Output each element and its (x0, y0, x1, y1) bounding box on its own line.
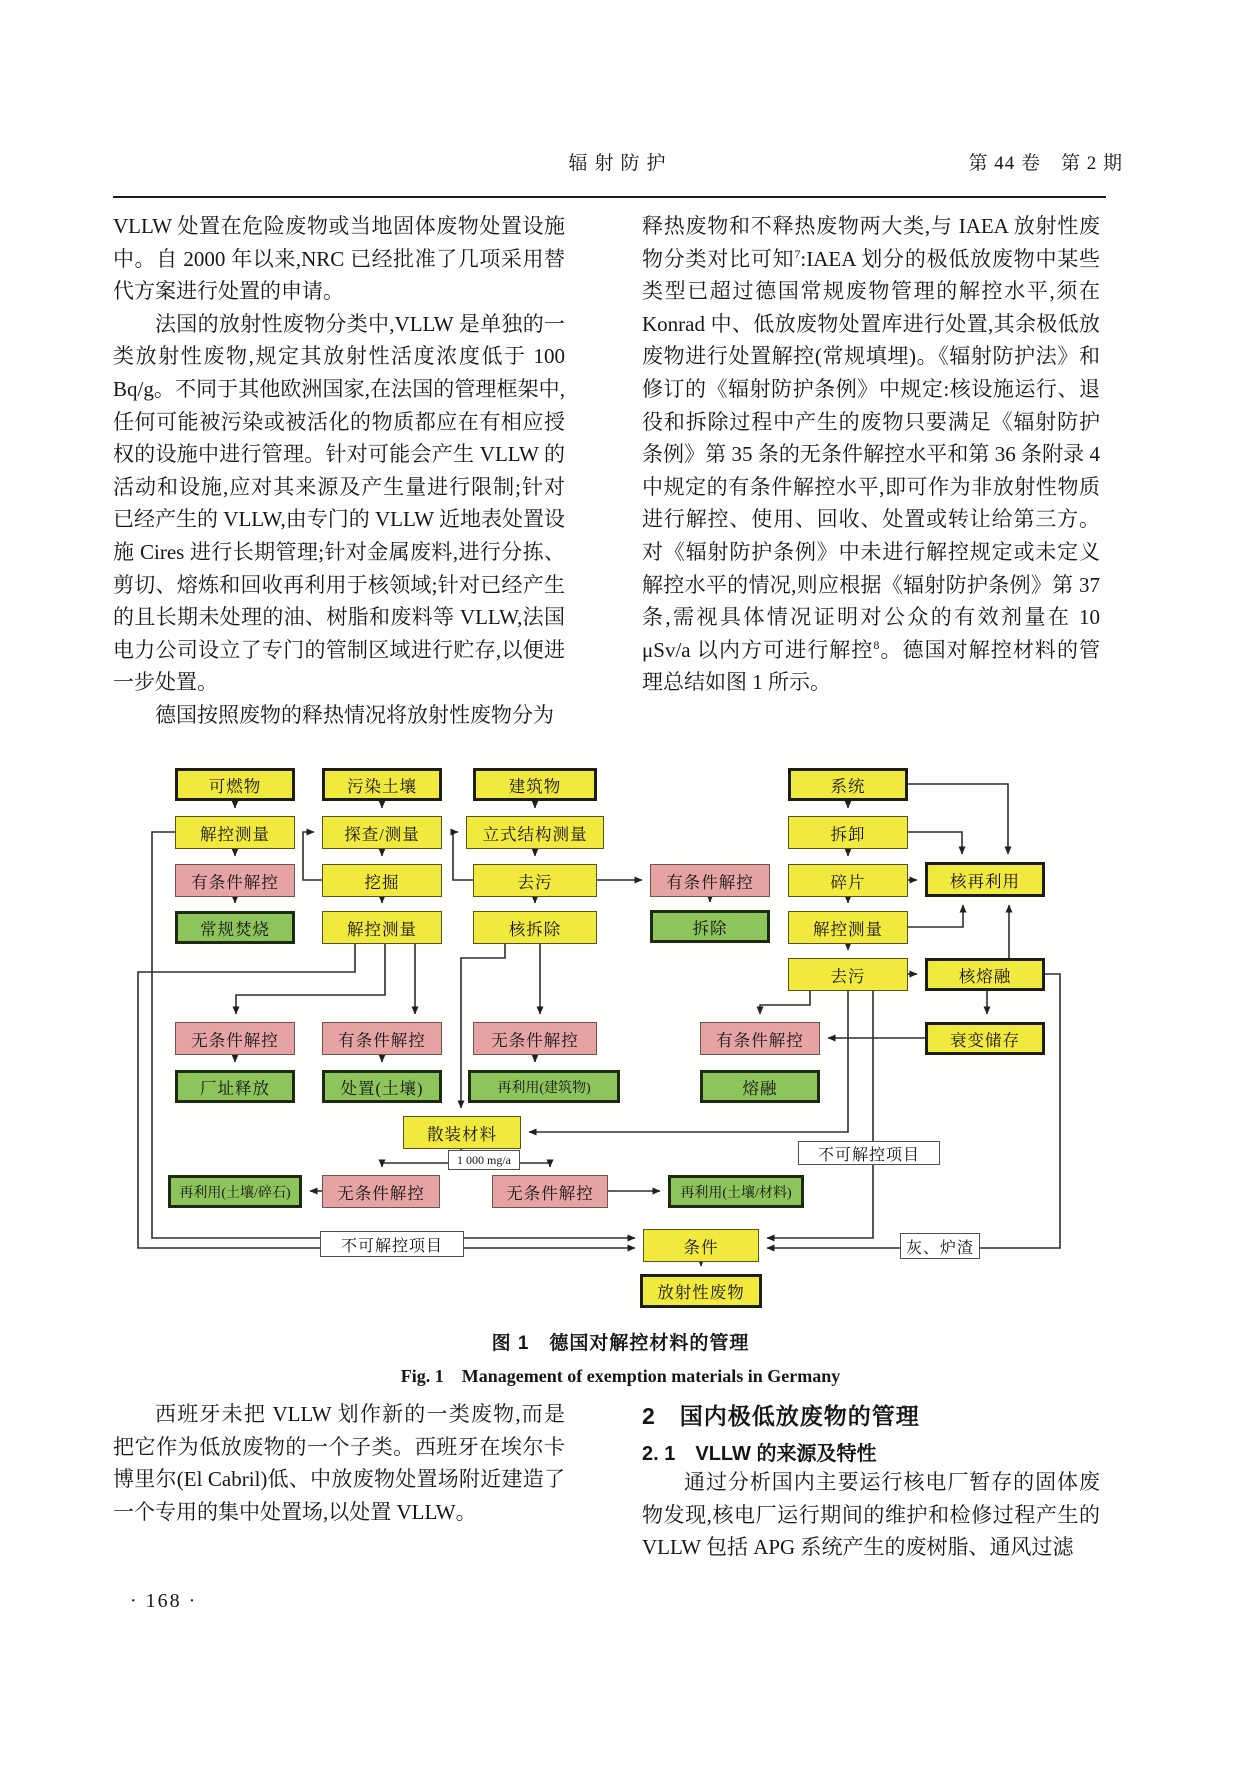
flow-node-E2: 拆卸 (788, 816, 908, 849)
flow-node-T2: 再利用(土壤/材料) (668, 1175, 804, 1208)
subsection-heading: 2. 1 VLLW 的来源及特性 (642, 1443, 877, 1465)
flow-node-C2: 立式结构测量 (466, 816, 604, 849)
flow-node-P2: 有条件解控 (322, 1022, 442, 1055)
flow-node-C3: 去污 (473, 864, 597, 897)
header-rule (113, 196, 1106, 198)
paragraph: 释热废物和不释热废物两大类,与 IAEA 放射性废物分类对比可知$^7$:IAEA 划分的极低放废物中某些类型已超过德国常规废物管理的解控水平,须在 Konrad 中、低放废物处置库进行处置,其余极低放废物进行处置解控(常规填埋)。《辐射防护法》和修订的《辐射防护条例》中规定:核设施运行、退役和拆除过程中产生的废物只要满足《辐射防护条例》第 35 条的无条件解控水平和第 36 条附录 4 中规定的有条件解控水平,即可作为非放射性物质进行解控、使用、回收、处置或转让给第三方。对《辐射防护条例》中未进行解控规定或未定义解控水平的情况,则应根据《辐射防护条例》第 37 条,需视具体情况证明对公众的有效剂量在 10 μSv/a 以内方可进行解控$^8$。德国对解控材料的管理总结如图 1 所示。 (642, 214, 1101, 695)
flow-node-C4: 核拆除 (473, 911, 597, 944)
flow-node-Q3: 再利用(建筑物) (468, 1070, 620, 1103)
flow-node-C1: 建筑物 (473, 768, 597, 801)
flow-node-E4: 解控测量 (788, 911, 908, 944)
flow-node-G: 核熔融 (925, 958, 1045, 991)
flow-node-A4: 常规焚烧 (175, 911, 295, 944)
flow-node-W: 放射性废物 (640, 1274, 762, 1308)
flow-node-P3: 无条件解控 (473, 1022, 597, 1055)
flow-node-Q4: 熔融 (700, 1070, 820, 1103)
flow-node-A3: 有条件解控 (175, 864, 295, 897)
flow-node-K: 条件 (643, 1229, 759, 1262)
right-column-top (642, 210, 1100, 699)
flow-node-P4: 有条件解控 (700, 1022, 820, 1055)
section-heading: 2 国内极低放废物的管理 (642, 1403, 920, 1429)
flow-node-B2: 探查/测量 (322, 816, 442, 849)
figure-caption-en: Fig. 1 Management of exemption materials in Germany (400, 1366, 841, 1386)
flow-node-D4: 拆除 (650, 910, 770, 943)
flow-node-B4: 解控测量 (322, 911, 442, 944)
left-column-top (113, 210, 565, 732)
page-number: · 168 · (130, 1590, 198, 1612)
figure-caption-zh: 图 1 德国对解控材料的管理 (491, 1333, 750, 1354)
flow-node-E3: 碎片 (788, 864, 908, 897)
issue-info: 第 44 卷 第 2 期 (968, 153, 1123, 174)
flow-node-F: 核再利用 (925, 862, 1045, 897)
paragraph: VLLW 处置在危险废物或当地固体废物处置设施中。自 2000 年以来,NRC 已经批准了几项采用替代方案进行处置的申请。 (113, 214, 565, 304)
flow-node-E1: 系统 (788, 768, 908, 801)
flow-node-MG: 1 000 mg/a (448, 1150, 520, 1170)
journal-title: 辐射防护 (568, 153, 673, 174)
paragraph: 德国按照废物的释热情况将放射性废物分为 (155, 702, 554, 727)
right-column-bottom (642, 1466, 1100, 1564)
flow-node-H: 衰变储存 (925, 1022, 1045, 1055)
flow-node-T1: 再利用(土壤/碎石) (168, 1175, 302, 1208)
flow-node-Q1: 厂址释放 (175, 1070, 295, 1103)
flow-node-LA: 灰、炉渣 (900, 1233, 980, 1259)
flow-node-A1: 可燃物 (175, 768, 295, 801)
flow-node-Q2: 处置(土壤) (322, 1070, 442, 1103)
flow-node-LR: 不可解控项目 (798, 1141, 940, 1165)
left-column-bottom (113, 1398, 565, 1528)
flow-node-D3: 有条件解控 (650, 864, 770, 897)
flow-node-LL: 不可解控项目 (320, 1231, 464, 1257)
flow-node-S2: 无条件解控 (492, 1175, 608, 1208)
flow-node-A2: 解控测量 (175, 816, 295, 849)
paragraph: 西班牙未把 VLLW 划作新的一类废物,而是把它作为低放废物的一个子类。西班牙在埃尔卡博里尔(El Cabril)低、中放废物处置场附近建造了一个专用的集中处置场,以处置 VLLW。 (113, 1402, 565, 1524)
flow-node-P1: 无条件解控 (175, 1022, 295, 1055)
flow-node-B1: 污染土壤 (322, 768, 442, 801)
flow-node-B3: 挖掘 (322, 864, 442, 897)
paragraph: 法国的放射性废物分类中,VLLW 是单独的一类放射性废物,规定其放射性活度浓度低于 100 Bq/g。不同于其他欧洲国家,在法国的管理框架中,任何可能被污染或被活化的物质都应在有相应授权的设施中进行管理。针对可能会产生 VLLW 的活动和设施,应对其来源及产生量进行限制;针对已经产生的 VLLW,由专门的 VLLW 近地表处置设施 Cires 进行长期管理;针对金属废料,进行分拣、剪切、熔炼和回收再利用于核领域;针对已经产生的且长期未处理的油、树脂和废料等 VLLW,法国电力公司设立了专门的管制区域进行贮存,以便进一步处置。 (113, 311, 565, 695)
flow-node-S1: 无条件解控 (322, 1175, 440, 1208)
flow-node-E5: 去污 (788, 958, 908, 991)
paragraph: 通过分析国内主要运行核电厂暂存的固体废物发现,核电厂运行期间的维护和检修过程产生的 VLLW 包括 APG 系统产生的废树脂、通风过滤 (642, 1470, 1100, 1560)
flow-node-R: 散装材料 (403, 1116, 521, 1149)
